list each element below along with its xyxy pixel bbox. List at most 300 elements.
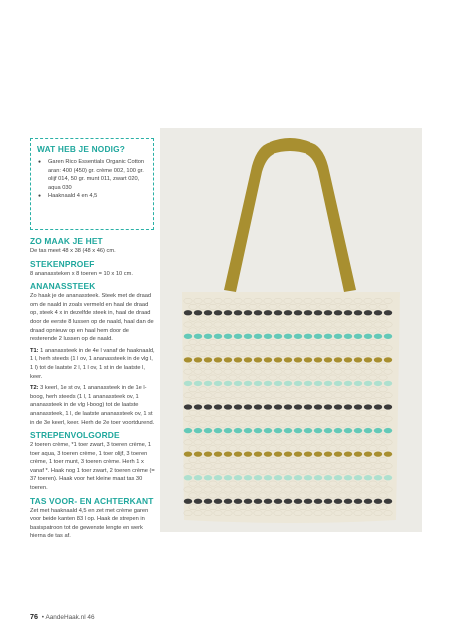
stitch-creme [379,340,387,345]
stitch-aqua [184,428,192,433]
stitch-olive [234,451,242,456]
stitch-creme [369,351,377,356]
stitch-creme [244,487,252,492]
stitch-creme [204,487,212,492]
section-body-stitch: Zo haak je de ananassteek. Steek met de draad om de naald in zoals vermeld en haal de draad op, steek 4 x in dezelfde steek in, haal de draad door de eerste 8 lussen op de naald, haal dan de draad opnieuw op en haal hem door de resterende 2 lussen op de naald. [30,293,154,343]
stitch-creme [219,387,227,392]
stitch-creme [269,410,277,415]
stitch-aqua [274,334,282,339]
stitch-creme [279,457,287,462]
stitch-creme [299,469,307,474]
stitch-creme [269,505,277,510]
stitch-creme [279,387,287,392]
stitch-creme [279,410,287,415]
stitch-creme [209,446,217,451]
stitch-creme [219,316,227,321]
stitch-creme [299,481,307,486]
stitch-creme [259,316,267,321]
stitch-black [244,499,252,504]
stitch-creme [239,410,247,415]
stitch-aqua [324,334,332,339]
stitch-creme [229,505,237,510]
stitch-creme [349,469,357,474]
stitch-mint [184,475,192,480]
stitch-creme [199,387,207,392]
stitch-creme [369,457,377,462]
stitch-creme [344,393,352,398]
stitch-creme [354,345,362,350]
stitch-creme [364,393,372,398]
stitch-creme [329,375,337,380]
stitch-creme [184,393,192,398]
stitch-creme [209,375,217,380]
stitch-black [264,499,272,504]
stitch-aqua [344,428,352,433]
stitch-creme [319,446,327,451]
stitch-creme [294,487,302,492]
stitch-creme [249,481,257,486]
stitch-creme [369,434,377,439]
stitch-creme [234,510,242,515]
stitch-creme [349,387,357,392]
stitch-black [254,404,262,409]
stitch-creme [319,481,327,486]
stitch-mint [264,475,272,480]
stitch-creme [189,304,197,309]
stitch-black [334,310,342,315]
stitch-black [194,404,202,409]
stitch-creme [314,345,322,350]
stitch-creme [234,440,242,445]
stitch-creme [219,340,227,345]
stitch-creme [369,446,377,451]
stitch-creme [359,387,367,392]
stitch-creme [384,393,392,398]
stitch-creme [239,481,247,486]
stitch-creme [224,369,232,374]
stitch-creme [259,375,267,380]
stitch-creme [294,393,302,398]
stitch-creme [189,387,197,392]
stitch-mint [384,381,392,386]
stitch-creme [379,422,387,427]
stitch-creme [199,316,207,321]
stitch-creme [229,328,237,333]
stitch-olive [224,357,232,362]
stitch-creme [284,416,292,421]
stitch-creme [244,345,252,350]
stitch-creme [329,328,337,333]
stitch-black [184,499,192,504]
stitch-creme [194,298,202,303]
stitch-black [344,499,352,504]
stitch-creme [289,304,297,309]
stitch-creme [259,481,267,486]
stitch-creme [229,493,237,498]
stitch-creme [184,510,192,515]
stitch-creme [334,322,342,327]
stitch-mint [234,381,242,386]
stitch-creme [339,398,347,403]
stitch-black [224,499,232,504]
stitch-creme [259,434,267,439]
stitch-creme [339,363,347,368]
stitch-creme [294,440,302,445]
row-2-instruction [30,384,156,427]
stitch-olive [244,357,252,362]
stitch-creme [379,410,387,415]
stitch-aqua [234,334,242,339]
stitch-creme [189,434,197,439]
stitch-creme [349,398,357,403]
stitch-creme [319,351,327,356]
stitch-creme [354,322,362,327]
stitch-creme [364,510,372,515]
stitch-creme [309,446,317,451]
stitch-black [204,499,212,504]
stitch-creme [249,398,257,403]
materials-title: WAT HEB JE NODIG? [37,144,126,154]
stitch-olive [334,357,342,362]
stitch-creme [289,351,297,356]
stitch-creme [319,340,327,345]
stitch-creme [369,422,377,427]
stitch-creme [304,345,312,350]
stitch-creme [314,322,322,327]
stitch-creme [184,298,192,303]
stitch-creme [374,345,382,350]
stitch-creme [359,328,367,333]
stitch-creme [234,322,242,327]
stitch-creme [349,446,357,451]
stitch-olive [344,357,352,362]
stitch-mint [224,475,232,480]
stitch-aqua [294,428,302,433]
stitch-creme [199,457,207,462]
bag-handle-left [224,142,274,292]
stitch-black [384,310,392,315]
stitch-creme [269,328,277,333]
stitch-creme [199,340,207,345]
stitch-aqua [284,334,292,339]
stitch-creme [249,410,257,415]
stitch-creme [279,328,287,333]
stitch-creme [349,316,357,321]
stitch-creme [234,463,242,468]
stitch-olive [214,357,222,362]
stitch-creme [204,345,212,350]
stitch-creme [384,298,392,303]
stitch-creme [274,369,282,374]
row-2-text: 3 keerl, 1e st ov, 1 ananassteek in de 1e l-boog, herh steeds (1 l, 1 ananassteek ov, 1 ananassteek in de vlg l-boog) tot de laatste ananassteek, 1 l, de laatste ananassteek ov, 1 st in de 3e keerl, keer. Herh de 2e toer voortdurend. [30,385,155,426]
stitch-creme [309,316,317,321]
stitch-creme [334,416,342,421]
stitch-creme [269,351,277,356]
stitch-creme [319,505,327,510]
stitch-creme [234,369,242,374]
stitch-creme [359,410,367,415]
stitch-creme [229,422,237,427]
stitch-creme [259,505,267,510]
stitch-creme [229,457,237,462]
stitch-black [214,499,222,504]
stitch-mint [254,475,262,480]
stitch-creme [204,322,212,327]
footer-separator: • [41,614,45,621]
stitch-olive [254,357,262,362]
section-body-bag-panels: Zet met haaknaald 4,5 en zet met crème garen voor beide kanten 83 l op. Haak de strepen in basispatroon tot de gewenste lengte en werk hierna de tas af. [30,507,149,540]
instructions-column [30,236,156,544]
stitch-creme [219,469,227,474]
stitch-creme [374,463,382,468]
stitch-mint [274,381,282,386]
stitch-creme [359,363,367,368]
stitch-aqua [204,428,212,433]
stitch-creme [309,505,317,510]
stitch-creme [304,440,312,445]
stitch-creme [374,487,382,492]
stitch-black [234,310,242,315]
stitch-creme [374,510,382,515]
stitch-creme [329,316,337,321]
stitch-creme [349,410,357,415]
stitch-olive [274,451,282,456]
stitch-creme [349,328,357,333]
stitch-creme [189,410,197,415]
stitch-black [234,499,242,504]
stitch-creme [239,340,247,345]
stitch-creme [264,440,272,445]
stitch-aqua [244,334,252,339]
stitch-creme [254,463,262,468]
stitch-creme [219,434,227,439]
stitch-creme [329,422,337,427]
stitch-mint [364,475,372,480]
stitch-creme [289,375,297,380]
stitch-creme [324,298,332,303]
stitch-creme [319,398,327,403]
stitch-creme [209,434,217,439]
stitch-creme [309,375,317,380]
stitch-creme [369,316,377,321]
stitch-mint [244,475,252,480]
stitch-creme [299,304,307,309]
stitch-creme [304,369,312,374]
stitch-creme [204,510,212,515]
stitch-creme [344,440,352,445]
stitch-creme [219,398,227,403]
stitch-creme [384,440,392,445]
stitch-mint [234,475,242,480]
stitch-creme [199,351,207,356]
stitch-creme [269,375,277,380]
stitch-creme [324,416,332,421]
stitch-creme [329,398,337,403]
stitch-aqua [374,428,382,433]
stitch-creme [289,505,297,510]
stitch-creme [324,487,332,492]
stitch-creme [209,457,217,462]
stitch-creme [259,304,267,309]
stitch-creme [244,322,252,327]
stitch-creme [329,434,337,439]
stitch-olive [304,451,312,456]
materials-item-hook: ● Haaknaald 4 en 4,5 [37,192,147,201]
materials-box [30,138,154,230]
stitch-creme [249,446,257,451]
stitch-creme [369,493,377,498]
stitch-creme [324,510,332,515]
stitch-creme [209,481,217,486]
stitch-creme [219,304,227,309]
stitch-mint [344,475,352,480]
stitch-creme [359,505,367,510]
stitch-creme [199,410,207,415]
stitch-creme [219,351,227,356]
stitch-creme [334,510,342,515]
stitch-creme [269,363,277,368]
stitch-creme [189,505,197,510]
stitch-creme [199,375,207,380]
stitch-creme [189,340,197,345]
stitch-creme [364,463,372,468]
stitch-creme [184,345,192,350]
stitch-creme [354,487,362,492]
stitch-mint [284,475,292,480]
stitch-creme [229,398,237,403]
stitch-mint [334,475,342,480]
stitch-creme [369,469,377,474]
stitch-creme [319,469,327,474]
stitch-creme [304,487,312,492]
stitch-olive [294,451,302,456]
stitch-creme [354,416,362,421]
stitch-olive [204,451,212,456]
stitch-creme [284,510,292,515]
stitch-creme [214,322,222,327]
stitch-creme [339,469,347,474]
stitch-creme [214,393,222,398]
stitch-creme [184,440,192,445]
stitch-mint [274,475,282,480]
stitch-creme [359,398,367,403]
stitch-creme [374,440,382,445]
stitch-black [204,404,212,409]
stitch-creme [369,340,377,345]
stitch-creme [189,481,197,486]
stitch-olive [204,357,212,362]
stitch-creme [349,434,357,439]
stitch-creme [309,328,317,333]
stitch-creme [199,363,207,368]
stitch-olive [294,357,302,362]
stitch-creme [359,481,367,486]
stitch-creme [279,398,287,403]
stitch-creme [279,351,287,356]
stitch-creme [304,322,312,327]
stitch-creme [244,440,252,445]
stitch-creme [184,416,192,421]
stitch-creme [294,298,302,303]
stitch-aqua [264,334,272,339]
stitch-creme [189,469,197,474]
stitch-creme [279,446,287,451]
stitch-creme [199,493,207,498]
stitch-creme [219,422,227,427]
stitch-creme [234,345,242,350]
stitch-creme [239,375,247,380]
stitch-creme [349,363,357,368]
stitch-creme [314,298,322,303]
stitch-creme [219,505,227,510]
stitch-creme [244,393,252,398]
stitch-creme [364,298,372,303]
stitch-creme [344,510,352,515]
stitch-mint [294,475,302,480]
stitch-creme [189,398,197,403]
stitch-creme [209,340,217,345]
stitch-creme [354,440,362,445]
stitch-creme [189,316,197,321]
stitch-creme [279,375,287,380]
stitch-black [294,499,302,504]
stitch-creme [189,457,197,462]
stitch-creme [374,369,382,374]
stitch-aqua [224,334,232,339]
stitch-aqua [324,428,332,433]
stitch-creme [229,410,237,415]
stitch-creme [264,322,272,327]
stitch-olive [324,357,332,362]
stitch-creme [384,416,392,421]
stitch-black [364,499,372,504]
stitch-creme [249,422,257,427]
publication-name: AandeHaak.nl 46 [45,614,95,621]
stitch-creme [344,463,352,468]
stitch-creme [214,510,222,515]
stitch-creme [219,363,227,368]
stitch-black [284,310,292,315]
stitch-black [364,404,372,409]
stitch-mint [324,381,332,386]
stitch-creme [234,298,242,303]
stitch-creme [384,322,392,327]
row-1-instruction [30,347,156,381]
stitch-creme [239,422,247,427]
stitch-black [384,404,392,409]
stitch-creme [209,398,217,403]
stitch-creme [299,316,307,321]
stitch-aqua [224,428,232,433]
stitch-creme [194,369,202,374]
stitch-black [324,404,332,409]
stitch-creme [209,351,217,356]
stitch-creme [244,369,252,374]
stitch-creme [319,410,327,415]
stitch-creme [384,463,392,468]
stitch-creme [329,505,337,510]
stitch-creme [289,493,297,498]
stitch-creme [344,298,352,303]
stitch-creme [214,369,222,374]
stitch-creme [224,298,232,303]
section-title-stitch: ANANASSTEEK [30,281,96,292]
stitch-creme [289,481,297,486]
stitch-creme [349,505,357,510]
stitch-creme [219,375,227,380]
stitch-black [304,499,312,504]
stitch-creme [259,398,267,403]
